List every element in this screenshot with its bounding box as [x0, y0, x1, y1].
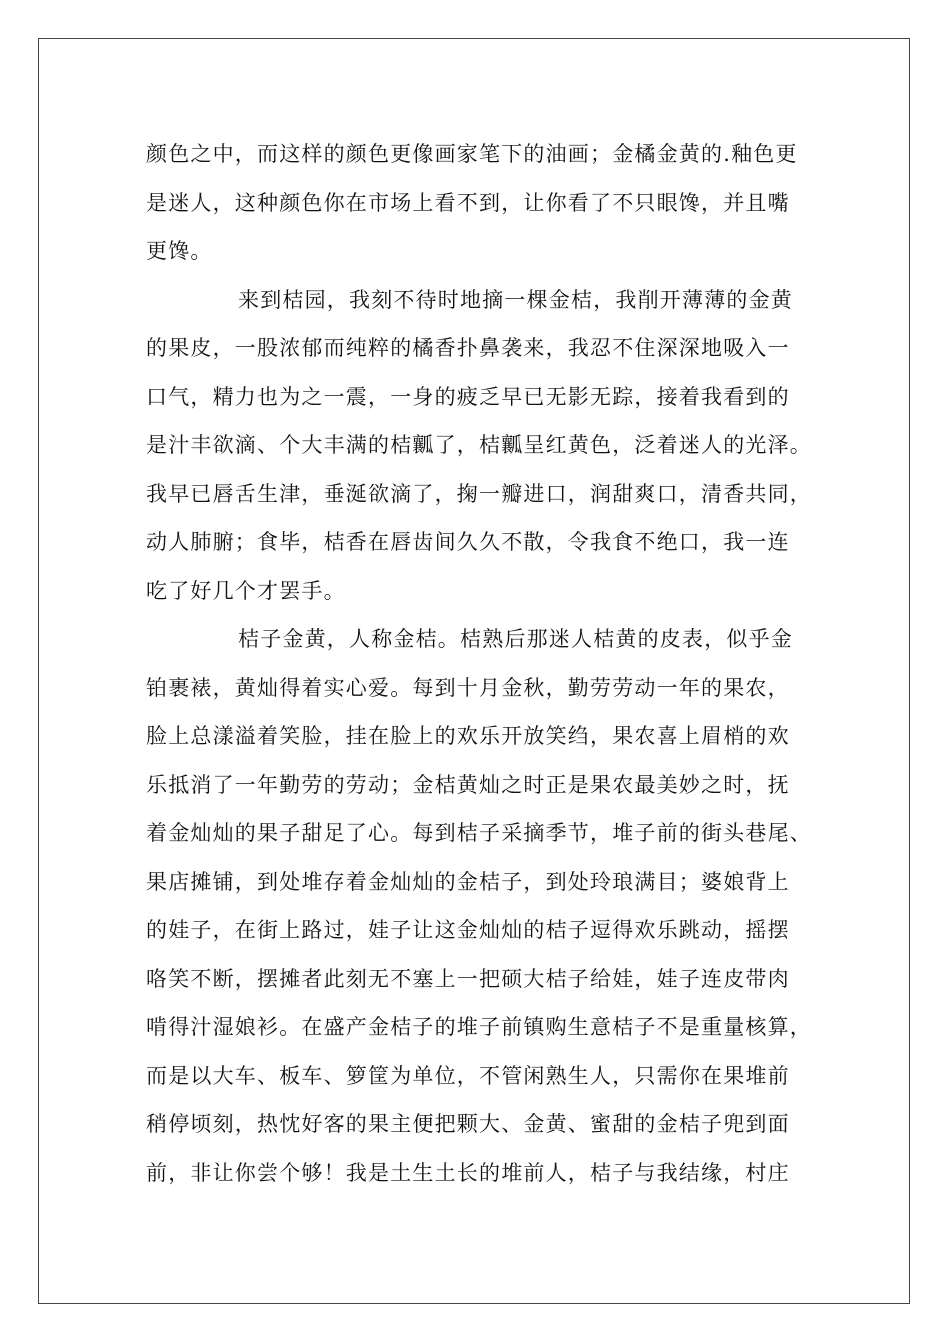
text-line: 咯笑不断，摆摊者此刻无不塞上一把硕大桔子给娃，娃子连皮带肉	[146, 966, 790, 991]
text-line: 稍停顷刻，热忱好客的果主便把颗大、金黄、蜜甜的金桔子兜到面	[146, 1112, 790, 1136]
text-line: 口气，精力也为之一震，一身的疲乏早已无影无踪，接着我看到的	[146, 384, 790, 409]
text-line: 我早已唇舌生津，垂涎欲滴了，掬一瓣进口，润甜爽口，清香共同，	[146, 481, 812, 506]
text-line: 前，非让你尝个够！我是土生土长的堆前人，桔子与我结缘，村庄	[146, 1160, 790, 1185]
document-body	[146, 130, 816, 1197]
text-line: 是汁丰欲滴、个大丰满的桔瓤了，桔瓤呈红黄色，泛着迷人的光泽。	[146, 433, 812, 457]
text-line: 的果皮，一股浓郁而纯粹的橘香扑鼻袭来，我忍不住深深地吸入一	[146, 336, 790, 360]
paragraph-first-line: 桔子金黄，人称金桔。桔熟后那迷人桔黄的皮表，似乎金	[238, 627, 793, 651]
text-line: 乐抵消了一年勤劳的劳动；金桔黄灿之时正是果农最美妙之时，抚	[146, 772, 790, 797]
text-line: 吃了好几个才罢手。	[146, 578, 346, 603]
text-line: 动人肺腑；食毕，桔香在唇齿间久久不散，令我食不绝口，我一连	[146, 530, 790, 554]
text-line: 啃得汁湿娘衫。在盛产金桔子的堆子前镇购生意桔子不是重量核算，	[146, 1015, 812, 1039]
text-line: 果店摊铺，到处堆存着金灿灿的金桔子，到处玲琅满目；婆娘背上	[146, 869, 790, 894]
text-line: 颜色之中，而这样的颜色更像画家笔下的油画；金橘金黄的.釉色更	[146, 142, 798, 166]
text-line: 着金灿灿的果子甜足了心。每到桔子采摘季节，堆子前的街头巷尾、	[146, 821, 812, 845]
text-line: 而是以大车、板车、箩筐为单位，不管闲熟生人，只需你在果堆前	[146, 1063, 790, 1088]
text-line: 铂裹裱，黄灿得着实心爱。每到十月金秋，勤劳劳动一年的果农，	[146, 675, 790, 700]
text-line: 是迷人，这种颜色你在市场上看不到，让你看了不只眼馋，并且嘴	[146, 190, 790, 215]
paragraph-first-line: 来到桔园，我刻不待时地摘一棵金桔，我削开薄薄的金黄	[238, 287, 793, 312]
text-line: 的娃子，在街上路过，娃子让这金灿灿的桔子逗得欢乐跳动，摇摆	[146, 918, 790, 942]
text-line: 脸上总漾溢着笑脸，挂在脸上的欢乐开放笑绉，果农喜上眉梢的欢	[146, 724, 790, 748]
text-line: 更馋。	[146, 239, 213, 263]
